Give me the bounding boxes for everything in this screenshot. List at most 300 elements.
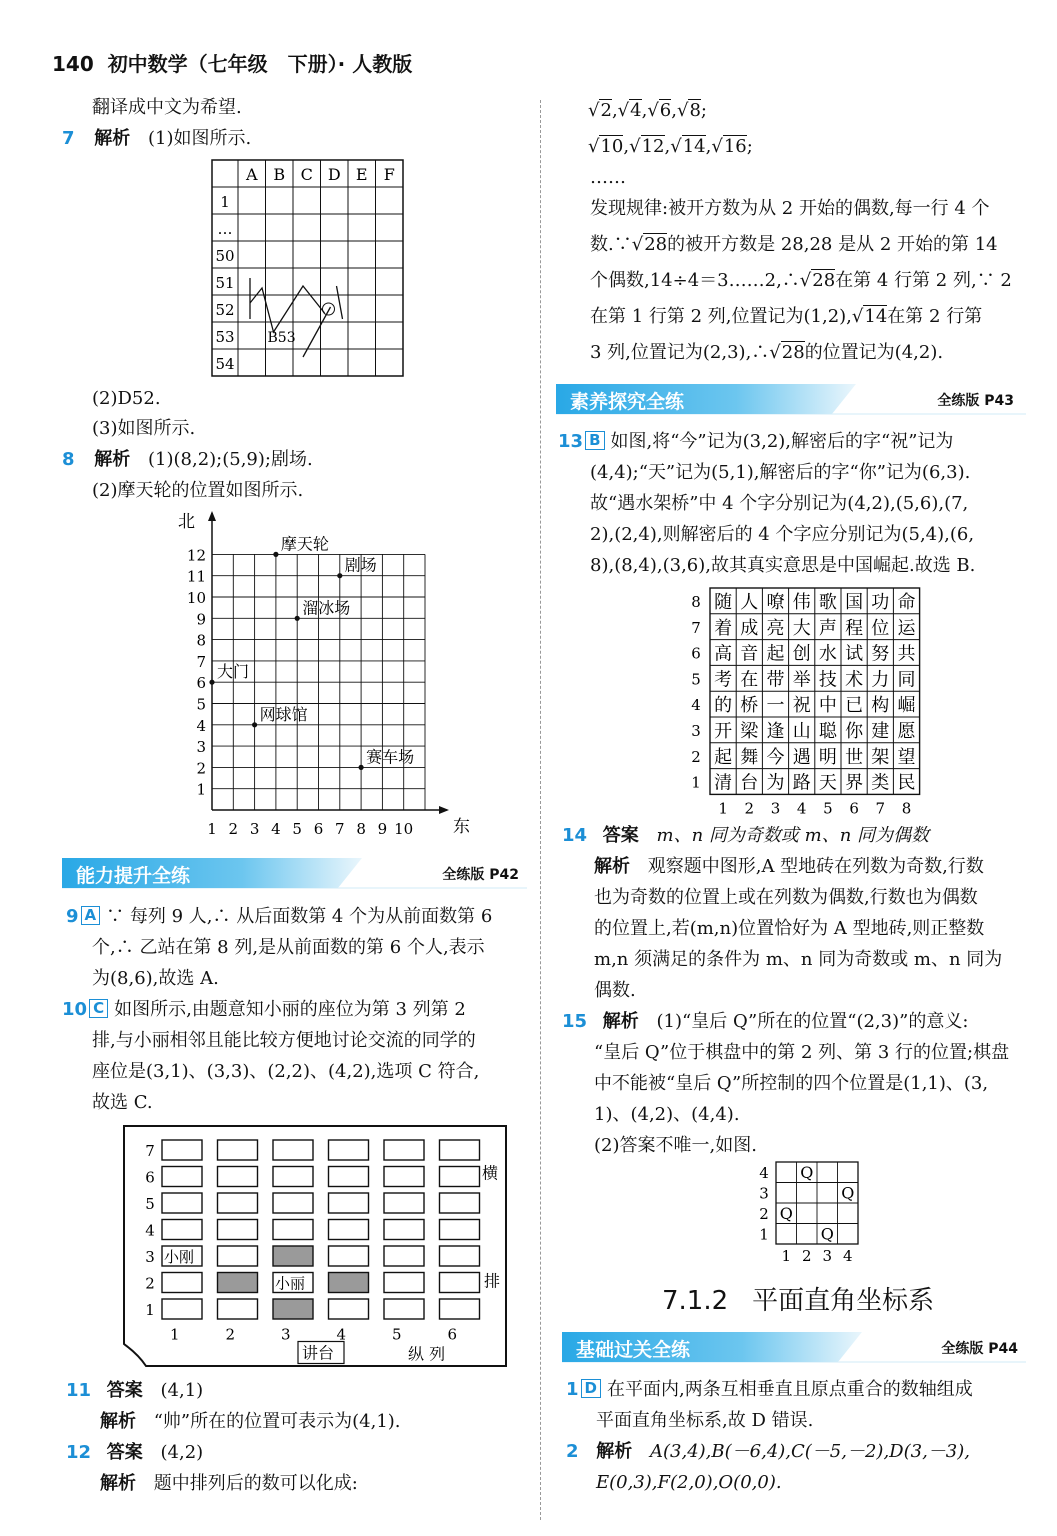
q15-line (562, 1006, 968, 1037)
text-line: 2),(2,4),则解密后的 4 个字应分别记为(5,4),(6, (590, 524, 975, 545)
text-line: 1)、(4,2)、(4,4). (594, 1104, 740, 1125)
column-label: 2 (744, 799, 755, 818)
column-label: F (383, 165, 395, 184)
cipher-char: 水 (818, 643, 837, 665)
text-line: (2)摩天轮的位置如图所示. (92, 480, 304, 501)
answer-box: A (81, 906, 101, 925)
north-arrow (208, 511, 216, 521)
text-line: (1)(8,2);(5,9);剧场. (148, 449, 313, 470)
x-tick-label: 5 (292, 820, 302, 838)
seat-box (384, 1299, 424, 1319)
place-label: 剧场 (344, 555, 377, 575)
column-label: E (355, 165, 368, 184)
column-label: 1 (781, 1247, 792, 1265)
banner-reference: 全练版 P44 (941, 1341, 1018, 1357)
radicand: 16 (723, 136, 747, 157)
text-part: 3 列,位置记为(2,3),∴ (590, 342, 770, 363)
analysis-label: 解析 (94, 128, 131, 149)
q15-queens-board (756, 1160, 866, 1266)
seat-box (384, 1140, 424, 1160)
cipher-char: 界 (845, 772, 864, 794)
question-number: 8 (62, 449, 75, 470)
cipher-char: 一 (766, 695, 785, 717)
text-line: E(0,3),F(2,0),O(0,0). (596, 1472, 782, 1493)
cipher-char: 逢 (766, 721, 785, 742)
text-line: 个偶数,14÷4＝3……2,∴√28在第 4 行第 2 列,∵ 2 (590, 270, 1012, 291)
seat-box (329, 1167, 369, 1187)
cipher-char: 嘹 (766, 592, 785, 613)
column-label: 2 (225, 1325, 236, 1344)
text-line: 中不能被“皇后 Q”所控制的四个位置是(1,1)、(3, (594, 1073, 989, 1094)
cipher-char: 为 (766, 772, 785, 794)
text-line: ∵ 每列 9 人,∴ 从后面数第 4 个为从前面数第 6 (106, 906, 493, 927)
cipher-char: 带 (766, 669, 785, 691)
cipher-char: 建 (871, 721, 890, 742)
seat-box (218, 1220, 258, 1240)
row-label: 6 (145, 1168, 155, 1187)
answer-text: m、n 同为奇数或 m、n 同为偶数 (656, 825, 930, 846)
row-label: 50 (215, 247, 235, 265)
row-label: 52 (215, 301, 235, 319)
cipher-char: 遇 (792, 746, 811, 768)
column-label: 3 (281, 1325, 291, 1344)
column-label: 1 (170, 1325, 180, 1344)
text-line: 题中排列后的数可以化成: (153, 1473, 358, 1494)
cipher-char: 舞 (740, 746, 759, 768)
radicand: 2 (600, 100, 612, 121)
text-part: 个偶数,14÷4＝3……2,∴ (590, 270, 800, 291)
row-label: 1 (759, 1225, 769, 1244)
arrow-line (337, 286, 343, 319)
text-line: (2)D52. (92, 388, 161, 409)
x-tick-label: 1 (207, 820, 217, 838)
row-label: 4 (145, 1221, 155, 1240)
seat-box (162, 1220, 202, 1240)
question-number: 15 (562, 1011, 588, 1032)
cipher-char: 创 (792, 643, 811, 665)
x-tick-label: 6 (313, 820, 324, 838)
analysis-label: 解析 (594, 856, 630, 877)
text-part: 在第 4 行第 2 列,∵ 2 (835, 270, 1012, 291)
queen-marker: Q (841, 1183, 855, 1203)
row-label: 51 (215, 274, 235, 292)
row-label: 2 (145, 1274, 155, 1293)
cipher-char: 世 (845, 746, 864, 768)
cipher-char: 已 (845, 695, 864, 717)
cipher-char: 在 (740, 669, 759, 691)
text-line: 为(8,6),故选 A. (92, 968, 219, 989)
radicand: 28 (644, 234, 668, 255)
seat-box (162, 1299, 202, 1319)
row-label: 4 (759, 1164, 769, 1182)
podium-label: 讲台 (302, 1343, 335, 1363)
text-part: 在第 2 行第 (887, 306, 983, 327)
text-line: 数.∵√28的被开方数是 28,28 是从 2 开始的第 14 (590, 234, 998, 255)
q9-line (66, 901, 492, 932)
cipher-char: 清 (714, 772, 733, 794)
column-label: 3 (770, 799, 781, 818)
q14-analysis (594, 851, 984, 882)
cipher-char: 架 (871, 746, 890, 768)
radicand: 14 (682, 136, 706, 157)
row-label: 7 (691, 618, 701, 637)
x-tick-label: 3 (249, 820, 260, 838)
cipher-char: 愿 (897, 721, 916, 742)
seat-box (273, 1246, 313, 1266)
cipher-char: 伟 (792, 592, 811, 613)
question-number: 9 (66, 906, 79, 927)
cell-label-b53: B53 (267, 330, 296, 346)
cipher-char: 你 (845, 721, 864, 742)
column-label: 4 (796, 799, 807, 818)
y-tick-label: 5 (196, 695, 206, 714)
question-number: 10 (62, 999, 88, 1020)
cipher-char: 程 (845, 617, 864, 639)
marker-circle (323, 303, 335, 315)
text-line: (3)如图所示. (92, 418, 196, 439)
seat-box (273, 1220, 313, 1240)
analysis-label: 解析 (602, 1011, 639, 1032)
place-point (359, 765, 364, 770)
analysis-label: 解析 (94, 449, 131, 470)
text-line: 故选 C. (92, 1092, 153, 1113)
cipher-char: 构 (871, 695, 890, 717)
seat-box (273, 1299, 313, 1319)
answer-label: 答案 (602, 825, 639, 846)
seat-name-xiaogang: 小刚 (164, 1248, 195, 1266)
seat-box (384, 1193, 424, 1213)
place-label: 大门 (217, 662, 250, 682)
column-label: B (273, 165, 286, 184)
cipher-char: 命 (897, 592, 916, 613)
seat-box (273, 1140, 313, 1160)
text-line: 排,与小丽相邻且能比较方便地讨论交流的同学的 (92, 1030, 476, 1051)
column-label: 7 (875, 799, 886, 818)
place-label: 赛车场 (366, 747, 415, 767)
cipher-char: 高 (714, 643, 733, 665)
banner-reference: 全练版 P42 (442, 867, 519, 883)
text-line: “皇后 Q”位于棋盘中的第 2 列、第 3 行的位置;棋盘 (594, 1042, 1010, 1063)
analysis-label: 解析 (100, 1473, 136, 1494)
cipher-char: 人 (740, 592, 759, 613)
section-banner (562, 1332, 1026, 1362)
y-tick-label: 2 (196, 759, 206, 778)
cipher-char: 试 (845, 643, 864, 665)
q14-line (562, 820, 929, 851)
cipher-char: 努 (871, 643, 890, 665)
q7-line (62, 123, 251, 154)
column-label: 3 (822, 1247, 833, 1265)
text-part: 的位置记为(4,2). (804, 342, 944, 363)
seat-box (162, 1193, 202, 1213)
seat-box (329, 1140, 369, 1160)
seat-box (440, 1246, 480, 1266)
text-part: 在第 1 行第 2 列,位置记为(1,2), (590, 306, 852, 327)
answer-text: (4,2) (160, 1442, 204, 1463)
text-line: (2)答案不唯一,如图. (594, 1135, 757, 1156)
cipher-char: 祝 (792, 695, 811, 717)
column-label: 4 (842, 1247, 853, 1265)
column-label: 6 (447, 1325, 458, 1344)
sqrt-row-1: √2,√4,√6,√8; (588, 100, 707, 121)
seat-box (440, 1273, 480, 1293)
column-label: D (327, 165, 341, 184)
row-label: 2 (759, 1205, 769, 1223)
banner-reference: 全练版 P43 (937, 393, 1014, 409)
q10-line (62, 994, 466, 1025)
text-line: 如图所示,由题意知小丽的座位为第 3 列第 2 (114, 999, 466, 1020)
place-point (295, 616, 300, 621)
sqrt-row-2: √10,√12,√14,√16; (588, 136, 753, 157)
text-line: (4,4);“天”记为(5,1),解密后的字“你”记为(6,3). (590, 462, 971, 483)
text-line: 在第 1 行第 2 列,位置记为(1,2),√14在第 2 行第 (590, 306, 983, 327)
y-tick-label: 3 (196, 738, 206, 757)
seat-box (218, 1246, 258, 1266)
cipher-char: 今 (766, 746, 785, 768)
section-heading (662, 1280, 934, 1317)
section-title: 平面直角坐标系 (752, 1286, 935, 1316)
seat-box (329, 1220, 369, 1240)
section-banner (62, 858, 527, 888)
ellipsis: …… (590, 167, 626, 188)
row-label: … (217, 220, 233, 238)
seat-box (273, 1193, 313, 1213)
cipher-char: 聪 (818, 721, 837, 742)
cipher-char: 国 (845, 592, 864, 613)
row-label: 3 (759, 1184, 769, 1203)
book-title: 初中数学（七年级 下册）· 人教版 (107, 52, 413, 76)
column-label: 5 (392, 1325, 402, 1344)
page-header (52, 48, 412, 77)
seat-box (440, 1140, 480, 1160)
cipher-char: 明 (818, 746, 837, 768)
radicand: 28 (781, 342, 805, 363)
cipher-char: 运 (897, 617, 916, 639)
column-axis-label: 纵 列 (408, 1344, 446, 1364)
y-tick-label: 4 (196, 716, 206, 735)
text-line: 发现规律:被开方数为从 2 开始的偶数,每一行 4 个 (590, 198, 990, 219)
row-label: 6 (691, 644, 701, 663)
text-line: A(3,4),B(－6,4),C(－5,－2),D(3,－3), (650, 1441, 971, 1462)
cipher-char: 起 (766, 643, 785, 665)
q11-line (66, 1375, 203, 1406)
y-tick-label: 10 (186, 589, 206, 607)
row-label: 53 (215, 328, 235, 346)
cipher-char: 着 (714, 617, 733, 639)
cipher-char: 成 (740, 617, 759, 639)
cipher-char: 山 (792, 721, 811, 742)
row-label: 2 (691, 747, 701, 766)
cipher-char: 起 (714, 746, 733, 768)
seat-box (162, 1167, 202, 1187)
text-line: “帅”所在的位置可表示为(4,1). (153, 1411, 401, 1432)
column-label: 4 (336, 1325, 347, 1344)
q8-map-figure (160, 505, 470, 845)
cipher-char: 力 (871, 669, 890, 691)
cipher-char: 举 (792, 669, 811, 691)
text-line: 也为奇数的位置上或在列数为偶数,行数也为偶数 (594, 887, 978, 908)
radicand: 6 (659, 100, 672, 121)
seat-box (329, 1246, 369, 1266)
place-label: 网球馆 (259, 704, 308, 724)
cipher-char: 随 (714, 592, 733, 613)
cipher-char: 位 (871, 617, 890, 639)
q10-seat-figure (116, 1122, 516, 1370)
text-line: 观察题中图形,A 型地砖在列数为奇数,行数 (647, 856, 984, 877)
q8-line (62, 444, 313, 475)
section-banner (556, 384, 1026, 414)
seat-box (329, 1193, 369, 1213)
analysis-label: 解析 (100, 1411, 136, 1432)
radicand: 12 (641, 136, 665, 157)
y-tick-label: 12 (186, 546, 206, 565)
radicand: 28 (812, 270, 836, 291)
place-point (252, 722, 257, 727)
text-line: 8),(8,4),(3,6),故其真实意思是中国崛起.故选 B. (590, 555, 976, 576)
seat-box (218, 1273, 258, 1293)
cipher-char: 功 (871, 592, 890, 613)
column-label: 5 (823, 799, 833, 818)
place-point (273, 552, 278, 557)
cipher-char: 台 (740, 772, 759, 794)
seat-box (273, 1167, 313, 1187)
row-label: 54 (215, 355, 235, 373)
banner-title: 能力提升全练 (76, 865, 191, 887)
cipher-char: 声 (818, 617, 837, 639)
seat-box (384, 1167, 424, 1187)
queen-marker: Q (779, 1204, 793, 1223)
seat-box (440, 1299, 480, 1319)
banner-title: 基础过关全练 (576, 1339, 691, 1361)
row-label: 5 (145, 1195, 155, 1213)
text-line: 在平面内,两条互相垂直且原点重合的数轴组成 (606, 1379, 973, 1400)
x-tick-label: 9 (377, 820, 388, 838)
cipher-char: 亮 (766, 617, 785, 639)
column-label: 8 (901, 799, 912, 818)
question-number: 12 (66, 1442, 92, 1463)
seat-box (218, 1299, 258, 1319)
radicand: 10 (600, 136, 624, 157)
q1-line (566, 1374, 973, 1405)
path-line (250, 286, 325, 332)
row-label: 1 (691, 773, 701, 792)
seat-box (162, 1273, 202, 1293)
row-label: 3 (691, 722, 701, 740)
cipher-char: 梁 (740, 721, 759, 742)
east-label: 东 (453, 817, 470, 837)
x-tick-label: 7 (335, 820, 345, 838)
column-label: 1 (718, 799, 728, 818)
row-label: 8 (691, 593, 701, 611)
x-tick-label: 2 (228, 820, 239, 838)
row-label: 3 (145, 1248, 155, 1266)
seat-box (440, 1193, 480, 1213)
row-label: 1 (145, 1301, 155, 1319)
q12-analysis (100, 1468, 358, 1499)
cipher-char: 崛 (897, 695, 916, 717)
answer-box: C (89, 999, 108, 1018)
radicand: 14 (864, 306, 888, 327)
place-label: 摩天轮 (280, 534, 329, 554)
y-tick-label: 8 (196, 631, 206, 650)
seat-name-xiaoli: 小丽 (275, 1274, 306, 1293)
y-tick-label: 6 (196, 674, 206, 693)
row-label: 4 (691, 696, 701, 715)
seat-box (218, 1167, 258, 1187)
seat-box (384, 1246, 424, 1266)
text-line: m,n 须满足的条件为 m、n 同为奇数或 m、n 同为 (594, 949, 1003, 970)
seat-box (440, 1220, 480, 1240)
text-line: 的位置上,若(m,n)位置恰好为 A 型地砖,则正整数 (594, 918, 985, 939)
page-number: 140 (52, 52, 94, 76)
cipher-char: 技 (818, 669, 837, 691)
question-number: 14 (562, 825, 588, 846)
column-label: A (245, 165, 258, 184)
row-label: 5 (691, 670, 701, 689)
cipher-char: 中 (818, 695, 837, 717)
north-label: 北 (178, 512, 195, 532)
cipher-char: 共 (897, 643, 916, 665)
cipher-char: 桥 (740, 695, 759, 717)
seat-box (329, 1299, 369, 1319)
seat-box (218, 1193, 258, 1213)
x-tick-label: 8 (356, 820, 366, 838)
question-number: 1 (566, 1379, 579, 1400)
cipher-char: 歌 (818, 592, 837, 613)
q12-line (66, 1437, 203, 1468)
radicand: 8 (689, 100, 701, 121)
analysis-label: 解析 (596, 1441, 633, 1462)
seat-box (384, 1220, 424, 1240)
east-arrow (439, 806, 449, 814)
text-line: (1)“皇后 Q”所在的位置“(2,3)”的意义: (656, 1011, 969, 1032)
section-number: 7.1.2 (662, 1286, 729, 1316)
text-line: 故“遇水架桥”中 4 个字分别记为(4,2),(5,6),(7, (590, 493, 969, 514)
text-part: 的被开方数是 28,28 是从 2 开始的第 14 (667, 234, 998, 255)
q11-analysis (100, 1406, 401, 1437)
y-tick-label: 9 (196, 610, 206, 629)
answer-box: D (581, 1379, 601, 1398)
q2-line (566, 1436, 970, 1467)
text-line: 偶数. (594, 980, 636, 1001)
question-number: 7 (62, 128, 75, 149)
cipher-char: 天 (818, 772, 837, 794)
banner-title: 素养探究全练 (570, 391, 685, 413)
label-pai: 排 (484, 1271, 501, 1291)
y-tick-label: 1 (196, 780, 206, 799)
text-line: 座位是(3,1)、(3,3)、(2,2)、(4,2),选项 C 符合, (92, 1061, 480, 1082)
seat-box (329, 1273, 369, 1293)
column-label: C (300, 165, 313, 184)
place-label: 溜冰场 (302, 598, 351, 618)
answer-box: B (585, 431, 604, 450)
radicand: 4 (630, 100, 642, 121)
cipher-char: 音 (740, 643, 759, 665)
text-line: (1)如图所示. (148, 128, 252, 149)
cipher-char: 的 (714, 695, 733, 717)
cipher-char: 民 (897, 772, 916, 794)
column-label: 2 (801, 1247, 812, 1265)
cipher-char: 路 (792, 772, 811, 794)
answer-label: 答案 (106, 1380, 143, 1401)
place-point (337, 573, 342, 578)
cipher-char: 大 (792, 617, 811, 639)
cipher-char: 开 (714, 721, 733, 742)
y-tick-label: 7 (196, 652, 206, 671)
cipher-char: 类 (871, 772, 890, 794)
seat-box (218, 1140, 258, 1160)
text-line: 平面直角坐标系,故 D 错误. (596, 1410, 814, 1431)
